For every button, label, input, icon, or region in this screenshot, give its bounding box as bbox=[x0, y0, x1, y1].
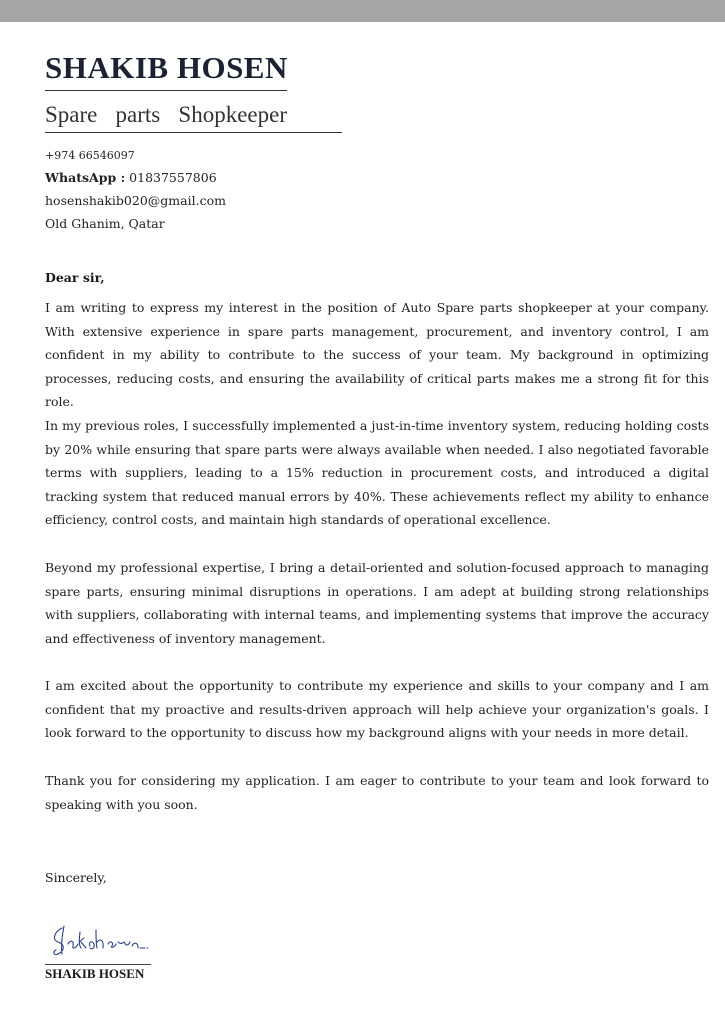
whatsapp-label: WhatsApp : bbox=[45, 170, 126, 185]
signature-name: SHAKIB HOSEN bbox=[45, 966, 145, 981]
handwritten-signature bbox=[50, 922, 150, 958]
salutation: Dear sir, bbox=[45, 270, 105, 285]
paragraph-achievements: In my previous roles, I successfully implemented a just-in-time inventory system, reducing holding costs by 20% while ensuring that spare parts were always available when needed. I also negotiated favorable terms with suppliers, leading to a 15% reduction in procurement costs, and introduced a digital tracking system that reduced manual errors by 40%. These achievements reflect my ability to enhance efficiency, control costs, and maintain high standards of operational excellence. bbox=[45, 418, 709, 527]
paragraph-interest: I am excited about the opportunity to contribute my experience and skills to your company and I am confident that my proactive and results-driven approach will help achieve your organization's goals. I look forward to the opportunity to discuss how my background aligns with your needs in more detail. bbox=[45, 678, 709, 740]
applicant-name: SHAKIB HOSEN bbox=[45, 50, 288, 85]
signature-line bbox=[45, 964, 151, 965]
job-title: Spare parts Shopkeeper bbox=[45, 102, 287, 127]
closing: Sincerely, bbox=[45, 870, 107, 885]
email-address: hosenshakib020@gmail.com bbox=[45, 193, 226, 208]
whatsapp-number: 01837557806 bbox=[129, 170, 217, 185]
paragraph-intro: I am writing to express my interest in the position of Auto Spare parts shopkeeper at your company. With extensive experience in spare parts management, procurement, and inventory control, I am confident in my ability to contribute to the success of your team. My background in optimizing processes, reducing costs, and ensuring the availability of critical parts makes me a strong fit for this role. bbox=[45, 300, 709, 409]
whatsapp-line bbox=[45, 170, 217, 186]
name-divider bbox=[45, 90, 287, 91]
paragraph-approach: Beyond my professional expertise, I bring a detail-oriented and solution-focused approach to managing spare parts, ensuring minimal disruptions in operations. I am adept at building strong relationships with suppliers, collaborating with internal teams, and implementing systems that improve the accuracy and effectiveness of inventory management. bbox=[45, 560, 709, 646]
phone-number: +974 66546097 bbox=[45, 149, 135, 162]
title-divider bbox=[45, 132, 342, 133]
location: Old Ghanim, Qatar bbox=[45, 216, 165, 231]
top-band bbox=[0, 0, 725, 22]
paragraph-thanks: Thank you for considering my application. I am eager to contribute to your team and look forward to speaking with you soon. bbox=[45, 773, 709, 812]
